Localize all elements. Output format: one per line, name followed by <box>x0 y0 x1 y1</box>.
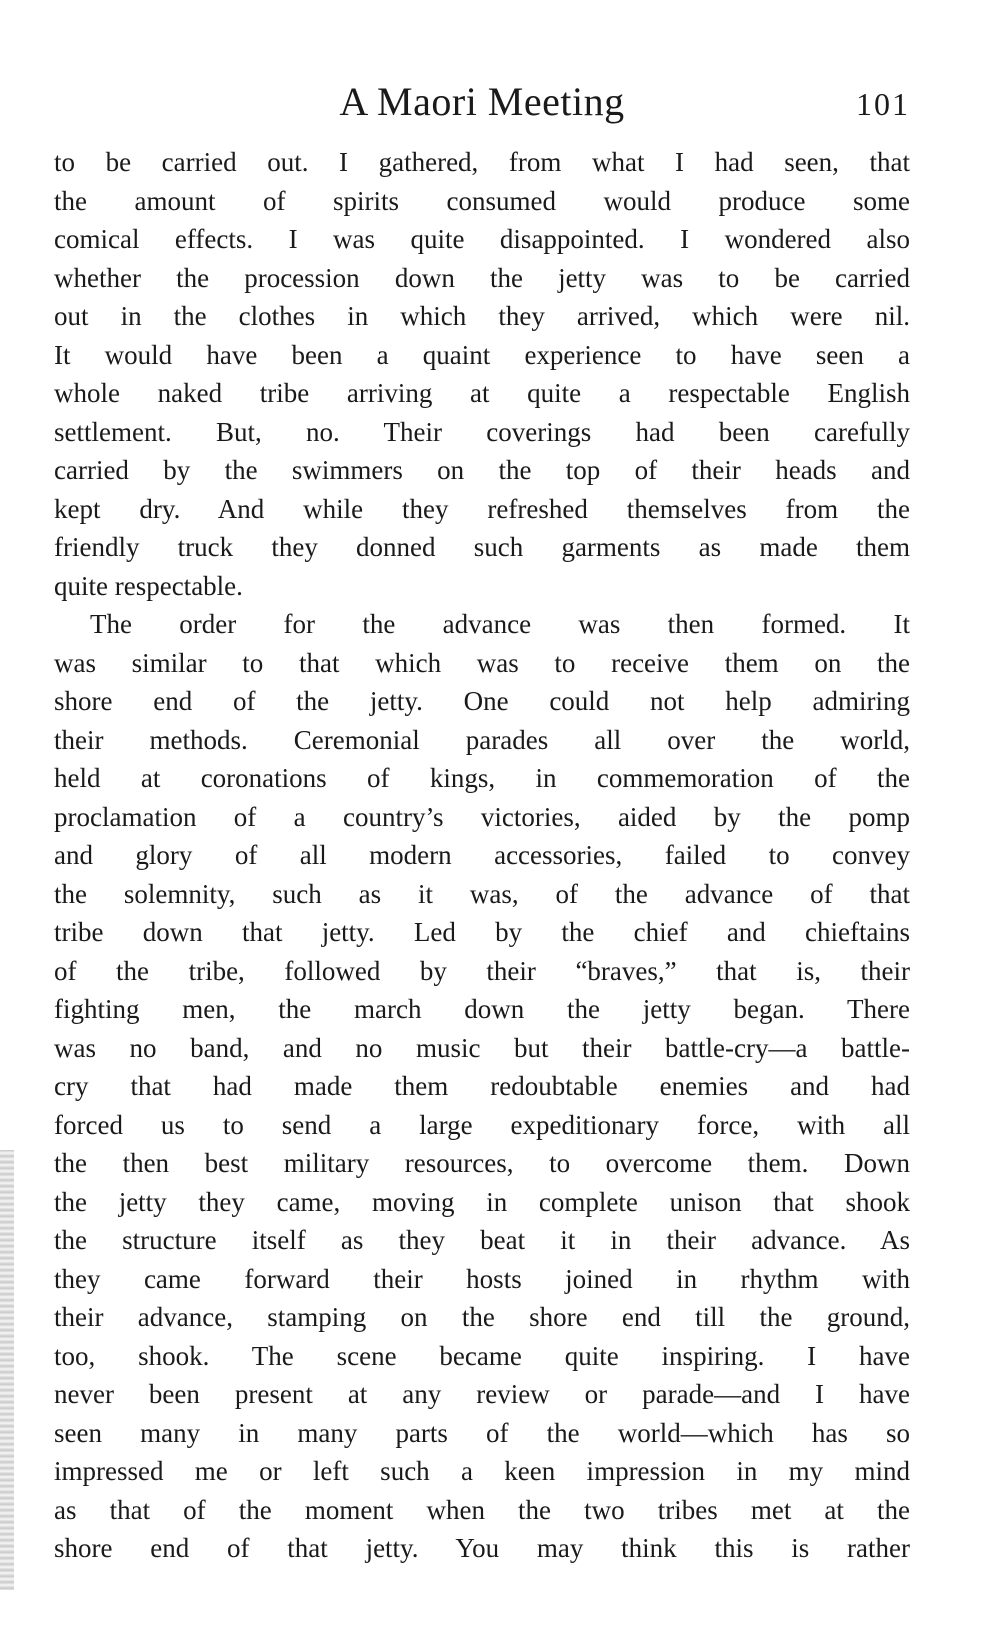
text-line: their advance, stamping on the shore end till the ground, <box>54 1302 910 1332</box>
text-line: impressed me or left such a keen impression in my mind <box>54 1456 910 1486</box>
text-line: seen many in many parts of the world—which has so <box>54 1417 910 1448</box>
text-line: never been present at any review or parade—and I have <box>54 1379 910 1409</box>
gutter-shadow <box>0 1150 14 1590</box>
text-line: the then best military resources, to overcome them. Down <box>54 1148 910 1178</box>
text-line: whole naked tribe arriving at quite a respectable English <box>54 378 910 408</box>
text-line: shore end of that jetty. You may think this is rather <box>54 1533 910 1563</box>
text-line: their methods. Ceremonial parades all over the world, <box>54 724 910 755</box>
text-line: It would have been a quaint experience to have seen a <box>54 339 910 370</box>
text-line: held at coronations of kings, in commemoration of the <box>54 763 910 793</box>
text-line: cry that had made them redoubtable enemies and had <box>54 1071 910 1101</box>
text-line: proclamation of a country’s victories, aided by the pomp <box>54 801 910 832</box>
text-line: the solemnity, such as it was, of the advance of that <box>54 878 910 909</box>
text-line: friendly truck they donned such garments as made them <box>54 532 910 562</box>
body-text <box>54 143 910 1568</box>
text-line: too, shook. The scene became quite inspiring. I have <box>54 1340 910 1371</box>
paragraph-start-line: The order for the advance was then formed. It <box>90 609 910 639</box>
text-line: of the tribe, followed by their “braves,” that is, their <box>54 955 910 986</box>
text-line: the jetty they came, moving in complete unison that shook <box>54 1186 910 1217</box>
text-line: was similar to that which was to receive them on the <box>54 647 910 678</box>
text-line: and glory of all modern accessories, failed to convey <box>54 840 910 870</box>
text-line: settlement. But, no. Their coverings had been carefully <box>54 416 910 447</box>
text-line: tribe down that jetty. Led by the chief and chieftains <box>54 917 910 947</box>
text-line: to be carried out. I gathered, from what I had seen, that <box>54 147 910 177</box>
text-line: as that of the moment when the two tribes met at the <box>54 1494 910 1525</box>
text-line: they came forward their hosts joined in rhythm with <box>54 1263 910 1294</box>
page-number: 101 <box>856 86 910 122</box>
paragraph-end-line: quite respectable. <box>54 570 243 601</box>
text-line: forced us to send a large expeditionary force, with all <box>54 1109 910 1140</box>
text-line: the structure itself as they beat it in their advance. As <box>54 1225 910 1255</box>
text-line: whether the procession down the jetty was to be carried <box>54 262 910 293</box>
text-line: was no band, and no music but their battle-cry—a battle- <box>54 1032 910 1063</box>
text-line: carried by the swimmers on the top of their heads and <box>54 455 910 485</box>
text-line: out in the clothes in which they arrived, which were nil. <box>54 301 910 331</box>
text-line: the amount of spirits consumed would produce some <box>54 185 910 216</box>
text-line: kept dry. And while they refreshed themselves from the <box>54 493 910 524</box>
text-line: comical effects. I was quite disappointed. I wondered also <box>54 224 910 254</box>
text-line: shore end of the jetty. One could not help admiring <box>54 686 910 716</box>
page-header <box>54 72 910 132</box>
text-line: fighting men, the march down the jetty began. There <box>54 994 910 1024</box>
running-title: A Maori Meeting <box>339 79 625 124</box>
